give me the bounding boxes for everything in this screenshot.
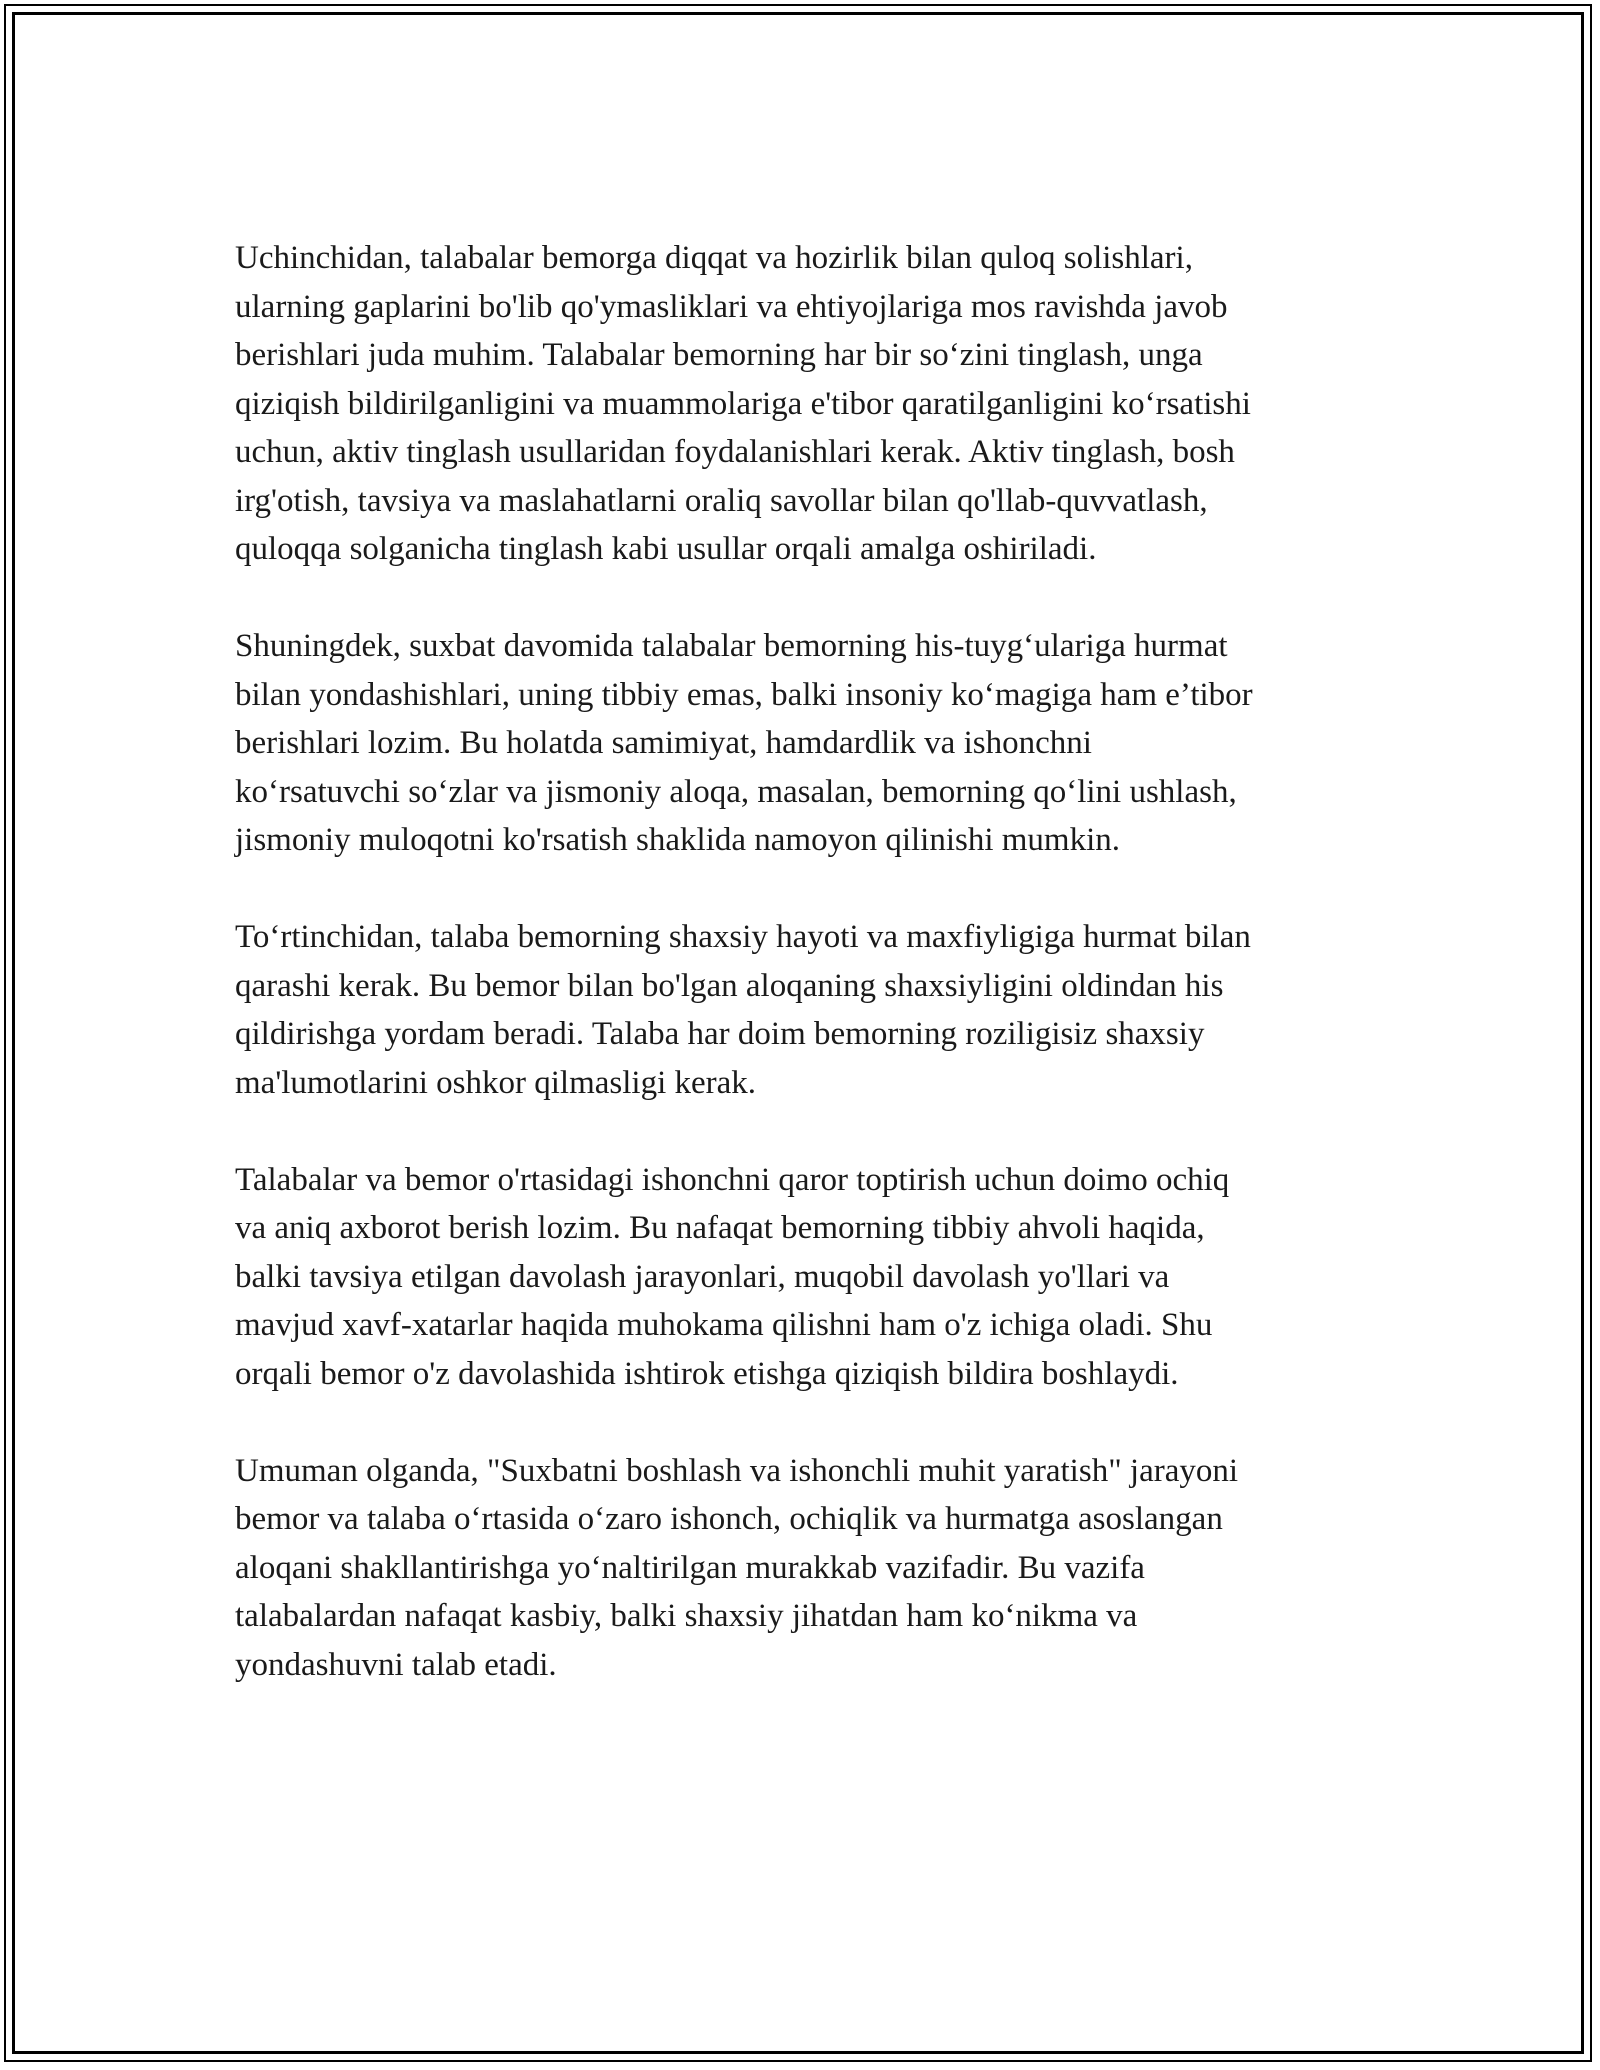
paragraph-line: jismoniy muloqotni ko'rsatish shaklida namoyon qilinishi mumkin. — [235, 822, 1121, 858]
paragraph-line: berishlari juda muhim. Talabalar bemorning har bir so‘zini tinglash, unga — [235, 337, 1203, 373]
paragraph-line: va aniq axborot berish lozim. Bu nafaqat bemorning tibbiy ahvoli haqida, — [235, 1210, 1205, 1246]
paragraph-line: yondashuvni talab etadi. — [235, 1646, 557, 1683]
paragraph-line: mavjud xavf-xatarlar haqida muhokama qilishni ham o'z ichiga oladi. Shu — [235, 1307, 1213, 1343]
paragraph-line: aloqani shakllantirishga yo‘naltirilgan murakkab vazifadir. Bu vazifa — [235, 1549, 1145, 1586]
paragraph-line: To‘rtinchidan, talaba bemorning shaxsiy hayoti va maxfiyligiga hurmat bilan — [235, 919, 1251, 955]
paragraph-line: orqali bemor o'z davolashida ishtirok etishga qiziqish bildira boshlaydi. — [235, 1355, 1179, 1392]
paragraph-3 — [235, 913, 1385, 1107]
paragraph-line: talabalardan nafaqat kasbiy, balki shaxsiy jihatdan ham ko‘nikma va — [235, 1598, 1138, 1634]
document-body — [235, 234, 1385, 1738]
paragraph-line: balki tavsiya etilgan davolash jarayonlari, muqobil davolash yo'llari va — [235, 1258, 1170, 1295]
paragraph-5 — [235, 1447, 1385, 1690]
paragraph-line: Umuman olganda, "Suxbatni boshlash va ishonchli muhit yaratish" jarayoni — [235, 1452, 1239, 1489]
paragraph-line: quloqqa solganicha tinglash kabi usullar orqali amalga oshiriladi. — [235, 531, 1097, 567]
paragraph-1 — [235, 234, 1385, 574]
paragraph-line: irg'otish, tavsiya va maslahatlarni oraliq savollar bilan qo'llab-quvvatlash, — [235, 482, 1208, 519]
paragraph-line: ma'lumotlarini oshkor qilmasligi kerak. — [235, 1064, 757, 1101]
paragraph-line: qarashi kerak. Bu bemor bilan bo'lgan aloqaning shaxsiyligini oldindan his — [235, 967, 1224, 1004]
paragraph-2 — [235, 622, 1385, 865]
paragraph-line: Talabalar va bemor o'rtasidagi ishonchni qaror toptirish uchun doimo ochiq — [235, 1161, 1230, 1198]
paragraph-line: Uchinchidan, talabalar bemorga diqqat va hozirlik bilan quloq solishlari, — [235, 240, 1193, 276]
paragraph-line: qildirishga yordam beradi. Talaba har doim bemorning roziligisiz shaxsiy — [235, 1016, 1205, 1052]
paragraph-line: Shuningdek, suxbat davomida talabalar bemorning his-tuyg‘ulariga hurmat — [235, 628, 1228, 664]
paragraph-line: bilan yondashishlari, uning tibbiy emas, balki insoniy ko‘magiga ham e’tibor — [235, 676, 1253, 713]
paragraph-line: ularning gaplarini bo'lib qo'ymasliklari va ehtiyojlariga mos ravishda javob — [235, 288, 1228, 325]
paragraph-line: bemor va talaba o‘rtasida o‘zaro ishonch, ochiqlik va hurmatga asoslangan — [235, 1501, 1223, 1537]
paragraph-line: uchun, aktiv tinglash usullaridan foydalanishlari kerak. Aktiv tinglash, bosh — [235, 434, 1235, 470]
paragraph-line: berishlari lozim. Bu holatda samimiyat, hamdardlik va ishonchni — [235, 725, 1092, 761]
paragraph-4 — [235, 1156, 1385, 1399]
paragraph-line: ko‘rsatuvchi so‘zlar va jismoniy aloqa, masalan, bemorning qo‘lini ushlash, — [235, 773, 1237, 810]
paragraph-line: qiziqish bildirilganligini va muammolariga e'tibor qaratilganligini ko‘rsatishi — [235, 385, 1251, 422]
